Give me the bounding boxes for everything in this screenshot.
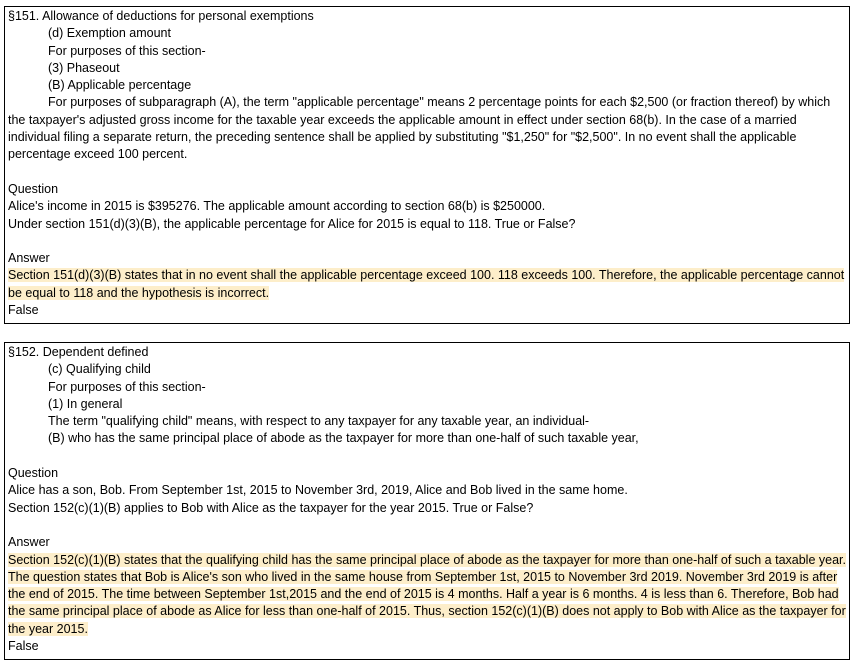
question-line: Alice has a son, Bob. From September 1st, 2015 to November 3rd, 2019, Alice and Bob lived in the same home.: [8, 483, 628, 498]
example-card-151: [4, 6, 850, 324]
section-title: §152. Dependent defined: [8, 345, 149, 359]
question-label: Question: [8, 466, 59, 481]
statute-line: The term "qualifying child" means, with respect to any taxpayer for any taxable year, an individual-: [48, 414, 590, 429]
statute-paragraph: For purposes of subparagraph (A), the term "applicable percentage" means 2 percentage points for each $2,500 (or fraction thereof) by which the taxpayer's adjusted gross income for the taxable year exceeds the applicable amount in effect under section 68(b). In the case of a married individual filing a separate return, the preceding sentence shall be applied by substituting "$1,250" for "$2,500". In no event shall the applicable percentage exceed 100 percent.: [8, 95, 831, 162]
statute-line: For purposes of this section-: [48, 43, 206, 58]
question-line: Alice's income in 2015 is $395276. The applicable amount according to section 68(b) is $250000.: [8, 199, 546, 214]
statute-line: For purposes of this section-: [48, 379, 206, 394]
question-line: Under section 151(d)(3)(B), the applicable percentage for Alice for 2015 is equal to 118. True or False?: [8, 216, 576, 231]
statute-line: (1) In general: [48, 396, 123, 411]
statute-line: (c) Qualifying child: [48, 362, 151, 377]
statute-line: (3) Phaseout: [48, 60, 120, 75]
answer-verdict: False: [8, 303, 39, 318]
answer-reasoning-highlight: Section 151(d)(3)(B) states that in no event shall the applicable percentage exceed 100. 118 exceeds 100. Therefore, the applicable percentage cannot be equal to 118 and the hypothesis is incorrect.: [8, 268, 845, 300]
question-line: Section 152(c)(1)(B) applies to Bob with Alice as the taxpayer for the year 2015. True or False?: [8, 500, 534, 515]
statute-line: (d) Exemption amount: [48, 26, 171, 41]
question-label: Question: [8, 181, 59, 196]
section-title: §151. Allowance of deductions for personal exemptions: [8, 9, 314, 23]
example-card-152: [4, 342, 850, 660]
answer-reasoning-highlight: Section 152(c)(1)(B) states that the qualifying child has the same principal place of abode as the taxpayer for more than one-half of such a taxable year. The question states that Bob is Alice's son who lived in the same house from September 1st, 2015 to November 3rd 2019. November 3rd 2019 is after the end of 2015. The time between September 1st,2015 and the end of 2015 is 4 months. Half a year is 6 months. 4 is less than 6. Therefore, Bob had the same principal place of abode as Alice for less than one-half of 2015. Thus, section 152(c)(1)(B) does not apply to Bob with Alice as the taxpayer for the year 2015.: [8, 552, 846, 636]
statute-line: (B) who has the same principal place of abode as the taxpayer for more than one-half of such taxable year,: [48, 431, 639, 446]
answer-label: Answer: [8, 251, 50, 266]
answer-label: Answer: [8, 535, 50, 550]
answer-verdict: False: [8, 639, 39, 654]
statute-line: (B) Applicable percentage: [48, 78, 192, 93]
